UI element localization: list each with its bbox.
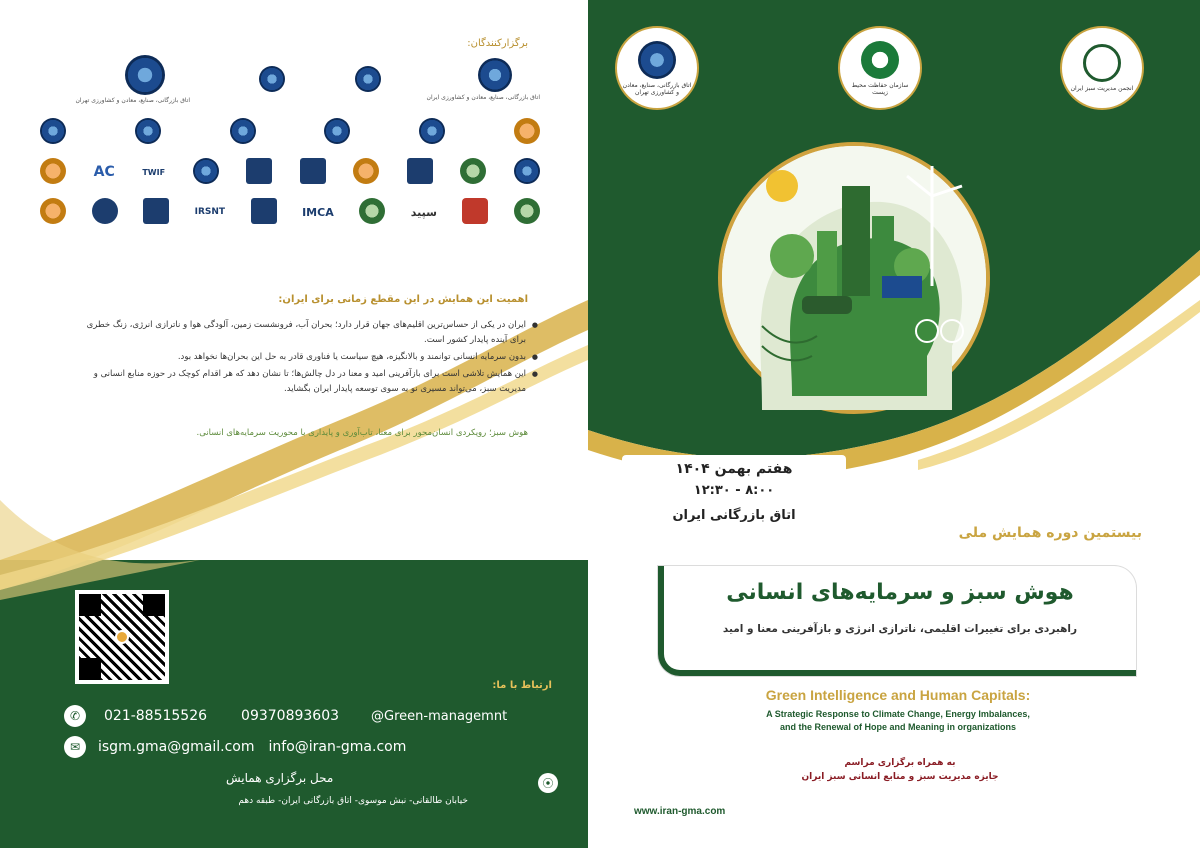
sponsor-logo <box>143 198 169 224</box>
event-venue: اتاق بازرگانی ایران <box>672 508 796 523</box>
event-time: ۸:۰۰ - ۱۲:۳۰ <box>693 483 775 498</box>
sponsor-emblem-icon <box>359 198 385 224</box>
sponsor-caption: IRSNT <box>194 207 226 217</box>
sponsor-emblem-icon <box>251 198 277 224</box>
chamber-emblem-icon <box>638 41 676 79</box>
tree-emblem-icon <box>861 41 899 79</box>
sponsor-logo <box>419 118 445 144</box>
sponsor-logo <box>251 198 277 224</box>
sponsor-logo <box>40 198 66 224</box>
sponsor-logo <box>40 118 66 144</box>
event-date: هفتم بهمن ۱۴۰۴ <box>675 461 793 477</box>
sponsor-caption: اتاق بازرگانی، صنایع، معادن و کشاورزی ایران <box>426 94 540 101</box>
sponsor-logo <box>246 158 272 184</box>
sponsor-emblem-icon <box>324 118 350 144</box>
sponsor-emblem-icon <box>125 55 165 95</box>
sponsor-logo-grid <box>40 55 540 238</box>
award-note <box>740 756 1060 784</box>
sponsor-caption: IMCA <box>302 205 334 219</box>
sponsor-logo <box>407 158 433 184</box>
environment-org-logo <box>838 26 922 110</box>
sponsor-emblem-icon <box>514 198 540 224</box>
qr-code[interactable] <box>75 590 169 684</box>
sponsor-logo <box>259 66 285 94</box>
phone-icon: ✆ <box>64 705 86 727</box>
email-1[interactable]: isgm.gma@gmail.com <box>98 739 255 755</box>
sponsor-emblem-icon <box>478 58 512 92</box>
phone-row <box>64 705 507 727</box>
list-item: ● این همایش تلاشی است برای بازآفرینی امید و معنا در دل چالش‌ها؛ تا نشان دهد که هر اقدام کوچک در حوزه منابع انسانی و مدیریت سبز، می‌تواند مسیری نو به سوی توسعه پایدار ایران بگشاید. <box>68 367 538 397</box>
sponsors-title: برگزارکنندگان: <box>467 38 528 49</box>
sponsor-emblem-icon <box>246 158 272 184</box>
sponsor-logo <box>324 118 350 144</box>
chamber-logo <box>615 26 699 110</box>
sponsor-logo <box>94 162 115 180</box>
sponsor-caption: اتاق بازرگانی، صنایع، معادن و کشاورزی تهران <box>75 97 191 104</box>
email-2[interactable]: info@iran-gma.com <box>268 739 407 755</box>
sponsor-emblem-icon <box>514 118 540 144</box>
page-title: هوش سبز و سرمایه‌های انسانی <box>726 580 1074 605</box>
sponsor-emblem-icon <box>462 198 488 224</box>
sponsor-row-2 <box>40 118 540 144</box>
sponsor-logo <box>426 58 540 101</box>
sponsor-emblem-icon <box>355 66 381 92</box>
gma-emblem-icon <box>1083 44 1121 82</box>
sponsor-logo <box>92 198 118 224</box>
green-city-head-icon <box>722 146 986 410</box>
contact-title: ارتباط با ما: <box>492 680 552 691</box>
sponsor-emblem-icon <box>143 198 169 224</box>
website-link[interactable]: www.iran-gma.com <box>634 806 726 817</box>
sponsor-emblem-icon <box>40 158 66 184</box>
sponsor-emblem-icon <box>40 198 66 224</box>
sponsor-logo <box>359 198 385 224</box>
award-line: جایزه مدیریت سبز و منابع انسانی سبز ایران <box>801 772 999 782</box>
sponsor-emblem-icon <box>230 118 256 144</box>
list-item: ● ایران در یکی از حساس‌ترین اقلیم‌های جهان قرار دارد؛ بحران آب، فرونشست زمین، آلودگی هوا و ناترازی انرژی، زنگ خطری برای آینده پایدار کشور است. <box>68 318 538 348</box>
sponsor-emblem-icon <box>300 158 326 184</box>
sponsor-caption: TWIF <box>142 167 166 177</box>
event-info-box <box>622 455 846 550</box>
sponsor-emblem-icon <box>460 158 486 184</box>
sponsor-row-4 <box>40 198 540 224</box>
sponsor-emblem-icon <box>259 66 285 92</box>
english-subtitle-line: and the Renewal of Hope and Meaning in organizations <box>779 722 1017 732</box>
location-pin-icon: ⦿ <box>538 773 558 793</box>
title-box <box>658 566 1136 676</box>
sponsor-logo <box>302 204 334 219</box>
sponsor-logo <box>411 204 437 219</box>
sponsor-logo <box>460 158 486 184</box>
venue-address: خیابان طالقانی- نبش موسوی- اتاق بازرگانی ایران- طبقه دهم <box>238 796 468 806</box>
sponsor-logo <box>462 198 488 224</box>
sponsor-logo <box>40 158 66 184</box>
logo-caption: انجمن مدیریت سبز ایران <box>1070 85 1134 92</box>
sponsor-logo <box>195 205 225 217</box>
english-title: Green Intelligence and Human Capitals: <box>765 687 1031 703</box>
importance-list <box>68 318 538 399</box>
phone-2[interactable]: 09370893603 <box>241 708 340 724</box>
english-subtitle <box>688 708 1108 734</box>
list-item: ● بدون سرمایه انسانی توانمند و بالانگیزه، هیچ سیاست یا فناوری قادر به حل این بحران‌ها نخواهد بود. <box>68 350 538 365</box>
sponsor-emblem-icon <box>407 158 433 184</box>
qr-pattern <box>79 594 165 680</box>
sponsor-emblem-icon <box>353 158 379 184</box>
importance-title: اهمیت این همایش در این مقطع زمانی برای ایران: <box>278 294 528 305</box>
edition-label: بیستمین دوره همایش ملی <box>958 525 1142 541</box>
logo-caption: اتاق بازرگانی، صنایع، معادن و کشاورزی تهران <box>622 81 692 96</box>
sponsor-row-1 <box>40 55 540 104</box>
page-subtitle: راهبردی برای تغییرات اقلیمی، ناترازی انرژی و بازآفرینی معنا و امید <box>722 623 1078 635</box>
sponsor-emblem-icon <box>419 118 445 144</box>
sponsor-logo <box>355 66 381 94</box>
english-subtitle-line: A Strategic Response to Climate Change, Energy Imbalances, <box>766 709 1030 719</box>
sponsor-logo <box>514 118 540 144</box>
venue-title: محل برگزاری همایش <box>226 771 334 785</box>
sponsor-row-3 <box>40 158 540 184</box>
sponsor-emblem-icon <box>92 198 118 224</box>
logo-caption: سازمان حفاظت محیط زیست <box>851 81 909 96</box>
sponsor-emblem-icon <box>514 158 540 184</box>
phone-1[interactable]: 021-88515526 <box>104 708 208 724</box>
instagram-handle[interactable]: @Green-managemnt <box>371 708 508 724</box>
sponsor-logo <box>353 158 379 184</box>
slogan: هوش سبز؛ رویکردی انسان‌محور برای معنا، تاب‌آوری و پایداری با محوریت سرمایه‌های انسانی. <box>196 428 528 438</box>
sponsor-logo <box>142 166 165 177</box>
sponsor-logo <box>514 198 540 224</box>
sponsor-caption: AC <box>93 164 115 180</box>
green-management-logo <box>1060 26 1144 110</box>
sponsor-logo <box>230 118 256 144</box>
email-row <box>64 736 406 758</box>
sponsor-emblem-icon <box>40 118 66 144</box>
sponsor-logo <box>514 158 540 184</box>
award-line: به همراه برگزاری مراسم <box>844 758 956 768</box>
sponsor-logo <box>75 55 191 104</box>
sponsor-logo <box>193 158 219 184</box>
left-panel <box>0 0 588 848</box>
sponsor-emblem-icon <box>193 158 219 184</box>
sponsor-logo <box>300 158 326 184</box>
mail-icon: ✉ <box>64 736 86 758</box>
qr-logo-icon <box>115 630 129 644</box>
sponsor-caption: سپید <box>410 205 437 219</box>
sponsor-logo <box>135 118 161 144</box>
sponsor-emblem-icon <box>135 118 161 144</box>
green-mind-illustration <box>718 142 990 414</box>
